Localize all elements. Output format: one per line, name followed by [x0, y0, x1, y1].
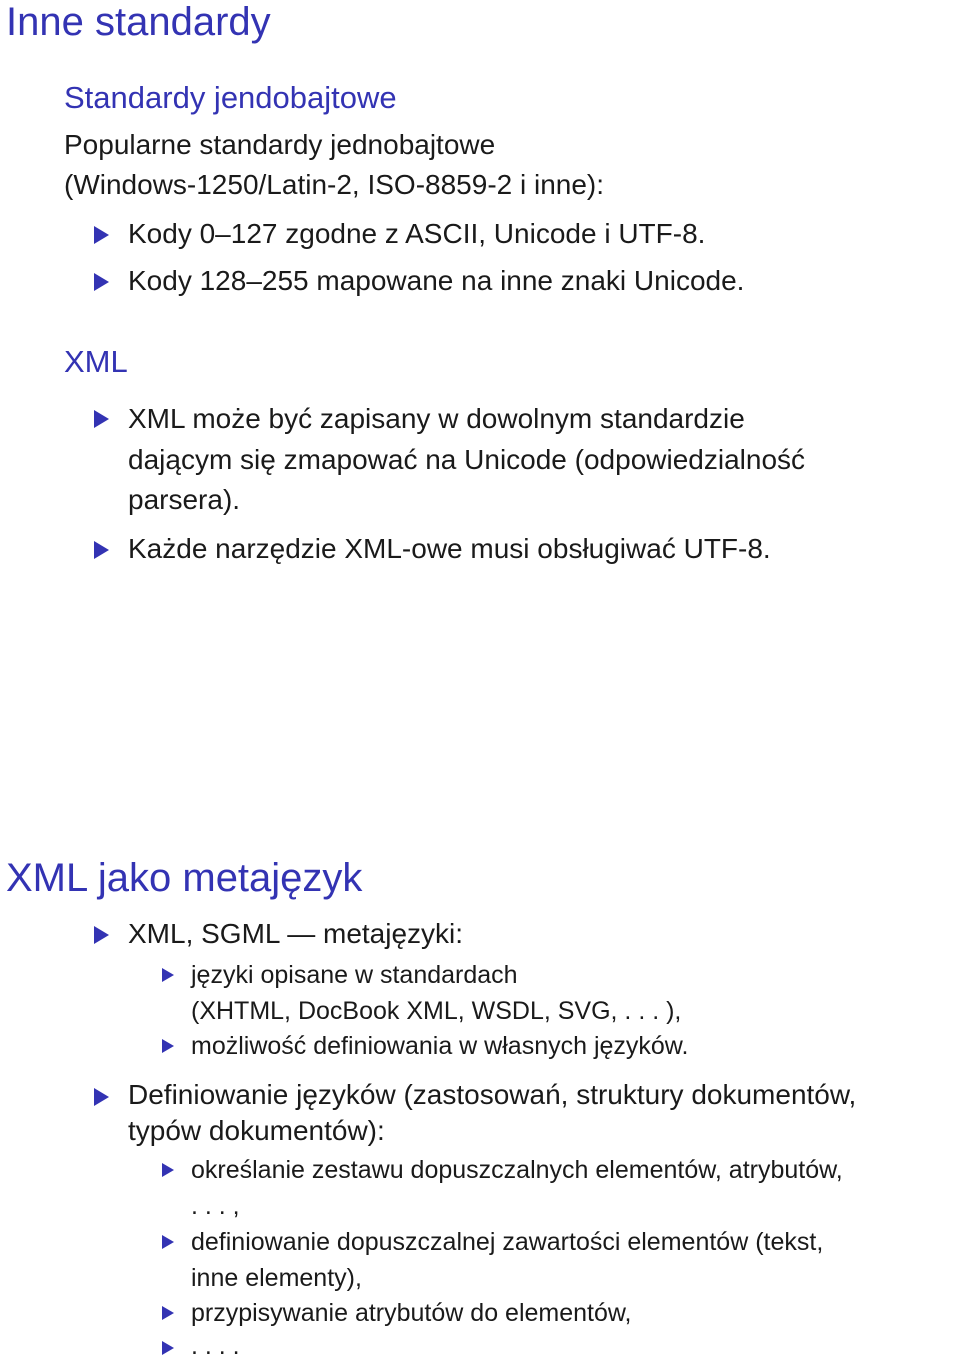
sub-list-item-line: określanie zestawu dopuszczalnych elementów, atrybutów, [191, 1156, 843, 1184]
triangle-right-icon [94, 273, 109, 291]
block-title-single-byte: Standardy jendobajtowe [64, 80, 397, 115]
list-item-line: parsera). [128, 484, 241, 515]
list-item-line: XML może być zapisany w dowolnym standardzie [128, 403, 745, 434]
section2-title: XML jako metajęzyk [6, 856, 363, 900]
triangle-right-icon [162, 968, 174, 982]
sub-list-item-line: języki opisane w standardach [191, 961, 518, 989]
block-title-xml: XML [64, 344, 128, 379]
sub-list-item-line: definiowanie dopuszczalnej zawartości elementów (tekst, [191, 1228, 824, 1256]
triangle-right-icon [162, 1306, 174, 1320]
triangle-right-icon [162, 1341, 174, 1355]
sub-list-item-line: inne elementy), [191, 1264, 362, 1292]
intro-line-2: (Windows-1250/Latin-2, ISO-8859-2 i inne): [64, 169, 605, 200]
triangle-right-icon [94, 410, 109, 428]
list-item: Kody 0–127 zgodne z ASCII, Unicode i UTF-8. [128, 218, 706, 249]
intro-line-1: Popularne standardy jednobajtowe [64, 129, 496, 160]
triangle-right-icon [94, 926, 109, 944]
section1-title: Inne standardy [6, 0, 271, 44]
list-item-line: typów dokumentów): [128, 1115, 385, 1146]
triangle-right-icon [162, 1039, 174, 1053]
sub-list-item: . . . . [191, 1332, 240, 1360]
sub-list-item: możliwość definiowania w własnych języków. [191, 1032, 689, 1060]
list-item-line: dającym się zmapować na Unicode (odpowiedzialność [128, 444, 806, 475]
list-item: Kody 128–255 mapowane na inne znaki Unicode. [128, 265, 745, 296]
sub-list-item-line: . . . , [191, 1192, 240, 1220]
list-item: Każde narzędzie XML-owe musi obsługiwać UTF-8. [128, 533, 771, 564]
triangle-right-icon [162, 1235, 174, 1249]
list-item: XML, SGML — metajęzyki: [128, 918, 464, 949]
sub-list-item-line: (XHTML, DocBook XML, WSDL, SVG, . . . ), [191, 997, 682, 1025]
triangle-right-icon [162, 1163, 174, 1177]
triangle-right-icon [94, 226, 109, 244]
list-item-line: Definiowanie języków (zastosowań, struktury dokumentów, [128, 1079, 857, 1110]
triangle-right-icon [94, 541, 109, 559]
triangle-right-icon [94, 1088, 109, 1106]
sub-list-item: przypisywanie atrybutów do elementów, [191, 1299, 632, 1327]
